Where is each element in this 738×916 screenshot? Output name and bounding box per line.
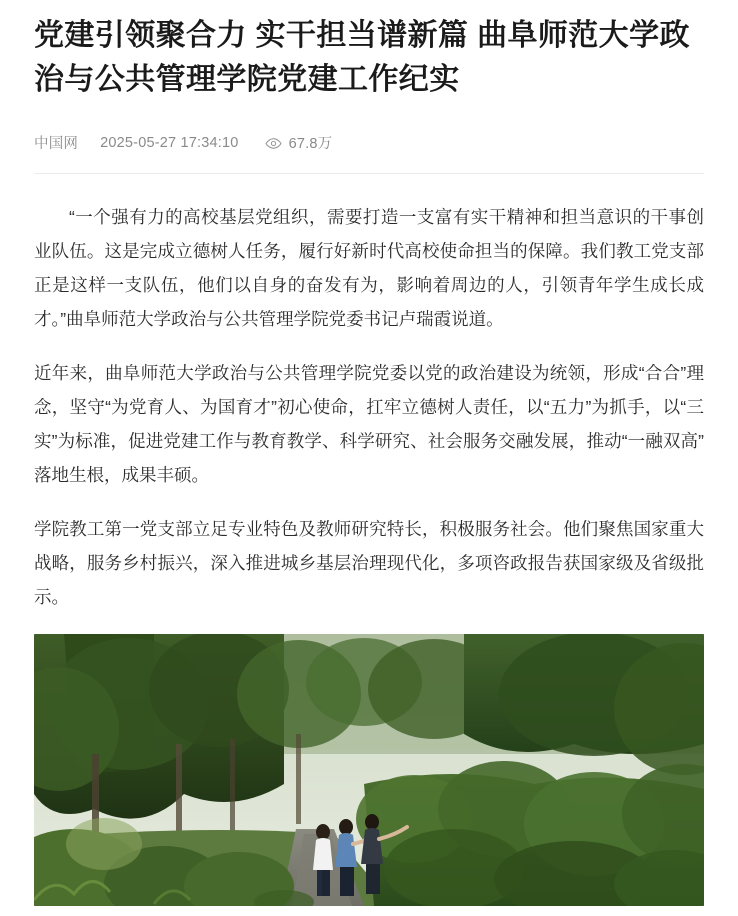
meta-datetime: 2025-05-27 17:34:10 [100,134,239,151]
paragraph-1: “一个强有力的高校基层党组织，需要打造一支富有实干精神和担当意识的干事创业队伍。这是完成立德树人任务，履行好新时代高校使命担当的保障。我们教工党支部正是这样一支队伍，他们以自身的奋发有为，影响着周边的人，引领青年学生成长成才。”曲阜师范大学政治与公共管理学院党委书记卢瑞霞说道。 [34,207,704,329]
view-count: 67.8万 [288,136,333,152]
article-meta [34,132,704,153]
page-title: 党建引领聚合力 实干担当谱新篇 曲阜师范大学政治与公共管理学院党建工作纪实 [34,19,690,96]
paragraph-2: 近年来，曲阜师范大学政治与公共管理学院党委以党的政治建设为统领，形成“合合”理念，坚守“为党育人、为国育才”初心使命，扛牢立德树人责任，以“五力”为抓手，以“三实”为标准，促进党建工作与教育教学、科学研究、社会服务交融发展，推动“一融双高”落地生根，成果丰硕。 [34,363,704,485]
eye-icon [265,135,282,152]
field-research-photo [34,634,704,906]
header-divider [34,173,704,174]
article-body [34,200,704,614]
paragraph-3: 学院教工第一党支部立足专业特色及教师研究特长，积极服务社会。他们聚焦国家重大战略，服务乡村振兴，深入推进城乡基层治理现代化，多项咨政报告获国家级及省级批示。 [34,519,704,607]
meta-views [265,132,333,153]
meta-source: 中国网 [34,136,79,152]
